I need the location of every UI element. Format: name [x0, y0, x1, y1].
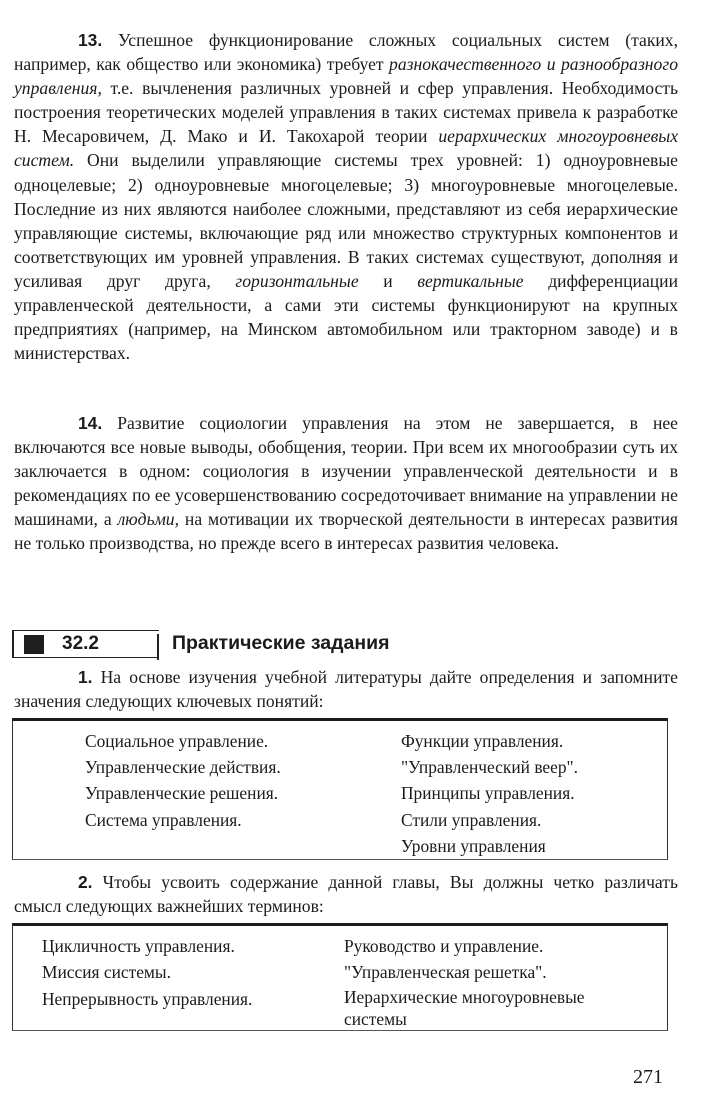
concept-term: Стили управления. [401, 810, 542, 830]
task-2 [14, 870, 678, 918]
paragraph-13 [14, 28, 678, 365]
key-concepts-box [12, 718, 668, 860]
concept-term: Уровни управления [401, 836, 546, 856]
text-run: т.е. вычленения различных уровней и сфер управления. Необходимость построения теоретических моделей управления в таких системах привела к разработке Н. Месаровичем, Д. Мако и И. Такохарой теории [14, 78, 678, 147]
text-run: и [358, 270, 418, 291]
section-box-divider [157, 634, 159, 660]
paragraph-number: 13. [78, 30, 103, 50]
section-number-box [12, 630, 159, 658]
concept-term: Управленческие действия. [85, 757, 281, 777]
italic-term: иерархических многоуровневых систем. [14, 126, 679, 171]
text-run: Развитие социологии управления на этом не завершается, в нее включаются все новые выводы, обобщения, теории. При всем их многообразии суть их заключается в одном: социология в изучении управленческой деятельности и в рекомендациях по ее усовершенствованию сосредоточивает внимание на управлении не машинами, а [14, 413, 678, 530]
section-title: Практические задания [172, 632, 390, 654]
italic-term: горизонтальные [235, 270, 359, 291]
text-run: Они выделили управляющие системы трех уровней: 1) одноуровневые одноцелевые; 2) одноуровневые многоцелевые; 3) многоуровневые многоцелевые. Последние из них являются наиболее сложными, представляют из себя иерархические управляющие системы, включающие ряд или множество структурных компонентов и соответствующих им уровней управления. В таких системах существуют, дополняя и усиливая друг друга, [14, 150, 678, 291]
concept-term: Непрерывность управления. [42, 989, 253, 1009]
concept-term: Управленческие решения. [85, 783, 279, 803]
task-number: 1. [78, 667, 93, 687]
section-square-icon [24, 635, 44, 654]
concept-term: Система управления. [85, 810, 242, 830]
page-number: 271 [633, 1066, 663, 1088]
italic-term: вертикальные [417, 270, 524, 291]
paragraph-number: 14. [78, 413, 103, 433]
text-run: на мотивации их творческой деятельности в интересах развития не только производства, но прежде всего в интересах развития человека. [14, 509, 678, 554]
concept-term: Функции управления. [401, 731, 564, 751]
task-text: На основе изучения учебной литературы дайте определения и запомните значения следующих ключевых понятий: [14, 667, 678, 712]
concept-term: Иерархические многоуровневые системы [344, 987, 585, 1029]
paragraph-14 [14, 411, 678, 556]
task-number: 2. [78, 872, 93, 892]
concept-term: Принципы управления. [401, 783, 575, 803]
concept-term: Цикличность управления. [42, 936, 235, 956]
task-1 [14, 665, 678, 713]
terms-box [12, 923, 668, 1031]
concept-term: Миссия системы. [42, 962, 171, 982]
concept-term: "Управленческая решетка". [344, 962, 547, 982]
task-text: Чтобы усвоить содержание данной главы, Вы должны четко различать смысл следующих важнейших терминов: [14, 872, 678, 917]
italic-term: разнокачественного и разнообразного управления, [14, 54, 678, 99]
concept-term: "Управленческий веер". [401, 757, 579, 777]
concept-term: Руководство и управление. [344, 936, 544, 956]
text-run: Успешное функционирование сложных социальных систем (таких, например, как общество или экономика) требует [14, 30, 678, 75]
italic-term: людьми, [117, 509, 180, 530]
section-heading [12, 630, 692, 659]
concept-term: Социальное управление. [85, 731, 269, 751]
section-number: 32.2 [62, 633, 99, 654]
text-run: дифференциации управленческой деятельности, а сами эти системы функционируют на крупных предприятиях (например, на Минском автомобильном или тракторном заводе) и в министерствах. [14, 270, 678, 364]
